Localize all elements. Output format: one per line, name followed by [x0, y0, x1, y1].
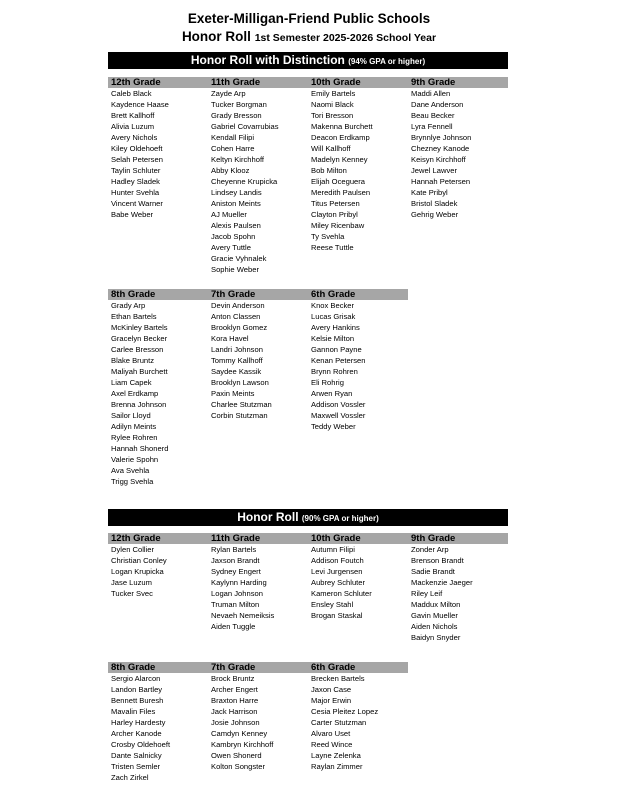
student-name: Liam Capek [111, 378, 152, 387]
student-name: Dante Salnicky [111, 751, 162, 760]
student-name: Gracelyn Becker [111, 334, 168, 343]
student-name: Avery Tuttle [211, 243, 251, 252]
student-name: Sailor Lloyd [111, 411, 151, 420]
student-list [108, 544, 208, 599]
grade-column [308, 662, 408, 772]
student-name: Josie Johnson [211, 718, 260, 727]
student-name: Lyra Fennell [411, 122, 453, 131]
student-name: Jaxson Brandt [211, 556, 260, 565]
student-name: Layne Zelenka [311, 751, 361, 760]
student-name: Alvaro Uset [311, 729, 351, 738]
student-name: Carlee Bresson [111, 345, 164, 354]
student-name: Zayde Arp [211, 89, 246, 98]
student-list [208, 300, 308, 421]
grade-header: 7th Grade [208, 289, 308, 300]
student-name: Dylen Collier [111, 545, 155, 554]
student-name: Kiley Oldehoeft [111, 144, 163, 153]
student-name: Ensley Stahl [311, 600, 354, 609]
student-name: Teddy Weber [311, 422, 356, 431]
student-name: Addison Vossler [311, 400, 366, 409]
grade-column [308, 533, 408, 621]
grade-header: 7th Grade [208, 662, 308, 673]
student-name: Trigg Svehla [111, 477, 154, 486]
student-name: Nevaeh Nemeiksis [211, 611, 275, 620]
student-name: Jacob Spohn [211, 232, 256, 241]
student-name: Sydney Engert [211, 567, 261, 576]
student-name: Reed Wince [311, 740, 353, 749]
student-name: Elijah Oceguera [311, 177, 366, 186]
grade-column [308, 289, 408, 432]
student-list [408, 544, 508, 643]
student-name: Deacon Erdkamp [311, 133, 370, 142]
student-name: Valerie Spohn [111, 455, 159, 464]
student-name: Reese Tuttle [311, 243, 354, 252]
grade-column [108, 662, 208, 783]
student-list [308, 673, 408, 772]
student-name: Alivia Luzum [111, 122, 155, 131]
student-name: Emily Bartels [311, 89, 356, 98]
student-list [108, 88, 208, 220]
student-name: Brenson Brandt [411, 556, 464, 565]
student-name: Crosby Oldehoeft [111, 740, 171, 749]
grade-column [308, 77, 408, 253]
student-name: Axel Erdkamp [111, 389, 159, 398]
student-name: Avery Nichols [111, 133, 158, 142]
student-name: Saydee Kassik [211, 367, 262, 376]
student-list [108, 300, 208, 487]
student-name: Lindsey Landis [211, 188, 262, 197]
student-name: Gabriel Covarrubias [211, 122, 279, 131]
school-title: Exeter-Milligan-Friend Public Schools [187, 11, 431, 26]
student-name: Harley Hardesty [111, 718, 166, 727]
student-name: Sergio Alarcon [111, 674, 161, 683]
student-name: Clayton Pribyl [311, 210, 358, 219]
distinction-title: Honor Roll with Distinction [190, 53, 345, 67]
student-name: Archer Kanode [111, 729, 162, 738]
distinction-subtitle: (94% GPA or higher) [348, 57, 426, 66]
student-name: Kaylynn Harding [211, 578, 267, 587]
student-name: Hadley Sladek [111, 177, 160, 186]
student-name: Cohen Harre [211, 144, 255, 153]
student-name: Dane Anderson [411, 100, 464, 109]
grade-column [408, 77, 508, 220]
student-name: Abby Klooz [211, 166, 250, 175]
student-list [308, 88, 408, 253]
student-name: Ethan Bartels [111, 312, 157, 321]
student-name: Tristen Semler [111, 762, 161, 771]
grade-column [208, 533, 308, 632]
student-name: Brooklyn Gomez [211, 323, 268, 332]
student-name: Brogan Staskal [311, 611, 363, 620]
grade-column [208, 662, 308, 772]
semester-label: 1st Semester 2025-2026 School Year [254, 32, 437, 44]
student-name: Baidyn Snyder [411, 633, 461, 642]
student-name: Kaydence Haase [111, 100, 169, 109]
student-name: Blake Bruntz [111, 356, 155, 365]
student-list [308, 544, 408, 621]
student-name: Landon Bartley [111, 685, 163, 694]
student-name: Titus Petersen [311, 199, 360, 208]
student-name: Christian Conley [111, 556, 167, 565]
grade-column [208, 289, 308, 421]
student-name: Brock Bruntz [211, 674, 255, 683]
student-name: Maxwell Vossler [311, 411, 366, 420]
student-name: Tucker Svec [111, 589, 153, 598]
student-name: Braxton Harre [211, 696, 259, 705]
student-name: Selah Petersen [111, 155, 163, 164]
student-name: Naomi Black [311, 100, 354, 109]
student-name: Brett Kallhoff [111, 111, 155, 120]
student-name: Sophie Weber [211, 265, 259, 274]
student-name: Carter Stutzman [311, 718, 367, 727]
honor-subtitle: (90% GPA or higher) [301, 514, 379, 523]
student-name: Kora Havel [211, 334, 249, 343]
student-name: Knox Becker [311, 301, 355, 310]
honor-title: Honor Roll [237, 510, 299, 524]
student-name: Kelsie Milton [311, 334, 355, 343]
grade-header: 8th Grade [108, 289, 208, 300]
student-name: Brynnlye Johnson [411, 133, 472, 142]
student-name: Aubrey Schluter [311, 578, 366, 587]
student-name: Zach Zirkel [111, 773, 149, 782]
student-name: Brynn Rohren [311, 367, 358, 376]
student-name: Makenna Burchett [311, 122, 373, 131]
student-name: Kenan Petersen [311, 356, 366, 365]
student-name: Cheyenne Krupicka [211, 177, 278, 186]
student-name: Owen Shonerd [211, 751, 262, 760]
student-name: Jase Luzum [111, 578, 152, 587]
student-name: Hannah Shonerd [111, 444, 169, 453]
student-name: Mackenzie Jaeger [411, 578, 473, 587]
grade-column [108, 77, 208, 220]
student-name: Caleb Black [111, 89, 152, 98]
grade-column [108, 289, 208, 487]
student-name: Anton Classen [211, 312, 261, 321]
student-list [208, 88, 308, 275]
student-name: Gannon Payne [311, 345, 362, 354]
student-name: Ty Svehla [311, 232, 345, 241]
student-name: Bennett Buresh [111, 696, 164, 705]
student-name: Riley Leif [411, 589, 443, 598]
student-name: Aniston Meints [211, 199, 261, 208]
student-name: Landri Johnson [211, 345, 263, 354]
grade-column [108, 533, 208, 599]
student-name: Maddux Milton [411, 600, 461, 609]
grade-header: 11th Grade [208, 77, 308, 88]
student-name: Lucas Grisak [311, 312, 356, 321]
student-name: Chezney Kanode [411, 144, 470, 153]
student-name: Alexis Paulsen [211, 221, 261, 230]
student-name: Kameron Schluter [311, 589, 372, 598]
student-name: Tommy Kallhoff [211, 356, 263, 365]
student-name: Gavin Mueller [411, 611, 458, 620]
student-name: Aiden Tuggle [211, 622, 256, 631]
student-name: Rylan Bartels [211, 545, 257, 554]
student-name: Mavalin Files [111, 707, 156, 716]
student-name: Brecken Bartels [311, 674, 365, 683]
grade-header: 10th Grade [308, 533, 408, 544]
student-name: Aiden Nichols [411, 622, 458, 631]
student-name: Babe Weber [111, 210, 154, 219]
student-name: Kolton Songster [211, 762, 266, 771]
student-name: Corbin Stutzman [211, 411, 268, 420]
student-list [208, 673, 308, 772]
student-name: Levi Jurgensen [311, 567, 363, 576]
student-name: Major Erwin [311, 696, 352, 705]
grade-header: 9th Grade [408, 77, 508, 88]
student-name: Raylan Zimmer [311, 762, 363, 771]
grade-column [208, 77, 308, 275]
student-name: Hannah Petersen [411, 177, 471, 186]
student-name: Will Kallhoff [311, 144, 351, 153]
honor-banner [108, 509, 508, 526]
student-name: Truman Milton [211, 600, 260, 609]
student-name: Archer Engert [211, 685, 258, 694]
student-name: Hunter Svehla [111, 188, 160, 197]
student-name: Logan Johnson [211, 589, 263, 598]
student-name: Madelyn Kenney [311, 155, 368, 164]
student-name: Grady Arp [111, 301, 146, 310]
student-name: Devin Anderson [211, 301, 265, 310]
student-name: Jaxon Case [311, 685, 352, 694]
student-name: Maddi Allen [411, 89, 451, 98]
student-name: Jack Harrison [211, 707, 258, 716]
student-name: Paxin Meints [211, 389, 255, 398]
student-name: Camdyn Kenney [211, 729, 268, 738]
honor-roll-subtitle [0, 29, 618, 44]
student-name: Keisyn Kirchhoff [411, 155, 466, 164]
student-name: Autumn Filipi [311, 545, 355, 554]
grade-header: 12th Grade [108, 77, 208, 88]
student-list [308, 300, 408, 432]
grade-header: 6th Grade [308, 662, 408, 673]
student-name: Cesia Pleitez Lopez [311, 707, 379, 716]
student-name: Tucker Borgman [211, 100, 267, 109]
student-name: Vincent Warner [111, 199, 163, 208]
student-name: Ava Svehla [111, 466, 150, 475]
student-name: Meredith Paulsen [311, 188, 371, 197]
grade-header: 12th Grade [108, 533, 208, 544]
student-name: Miley Ricenbaw [311, 221, 365, 230]
student-name: Jewel Lawver [411, 166, 458, 175]
student-list [208, 544, 308, 632]
student-name: Rylee Rohren [111, 433, 158, 442]
student-name: Kate Pribyl [411, 188, 448, 197]
student-name: Arwen Ryan [311, 389, 353, 398]
student-name: Zonder Arp [411, 545, 449, 554]
student-name: Charlee Stutzman [211, 400, 272, 409]
student-name: Bristol Sladek [411, 199, 458, 208]
student-name: Kambryn Kirchhoff [211, 740, 274, 749]
student-name: Brenna Johnson [111, 400, 167, 409]
student-name: Tori Bresson [311, 111, 354, 120]
student-name: Kendall Filipi [211, 133, 255, 142]
student-name: AJ Mueller [211, 210, 247, 219]
student-name: Taylin Schluter [111, 166, 161, 175]
student-name: Keltyn Kirchhoff [211, 155, 265, 164]
student-name: Logan Krupicka [111, 567, 164, 576]
distinction-banner [108, 52, 508, 69]
student-list [108, 673, 208, 783]
student-name: Bob Milton [311, 166, 347, 175]
student-name: Adilyn Meints [111, 422, 157, 431]
student-name: Eli Rohrig [311, 378, 344, 387]
grade-column [408, 533, 508, 643]
student-name: Avery Hankins [311, 323, 360, 332]
grade-header: 8th Grade [108, 662, 208, 673]
honor-roll-label: Honor Roll [181, 29, 251, 44]
student-name: Beau Becker [411, 111, 455, 120]
student-name: Gracie Vyhnalek [211, 254, 267, 263]
student-name: Maliyah Burchett [111, 367, 168, 376]
student-name: Brooklyn Lawson [211, 378, 269, 387]
student-list [408, 88, 508, 220]
student-name: McKinley Bartels [111, 323, 168, 332]
student-name: Gehrig Weber [411, 210, 459, 219]
grade-header: 11th Grade [208, 533, 308, 544]
grade-header: 6th Grade [308, 289, 408, 300]
student-name: Grady Bresson [211, 111, 262, 120]
grade-header: 10th Grade [308, 77, 408, 88]
grade-header: 9th Grade [408, 533, 508, 544]
student-name: Addison Foutch [311, 556, 364, 565]
student-name: Sadie Brandt [411, 567, 455, 576]
